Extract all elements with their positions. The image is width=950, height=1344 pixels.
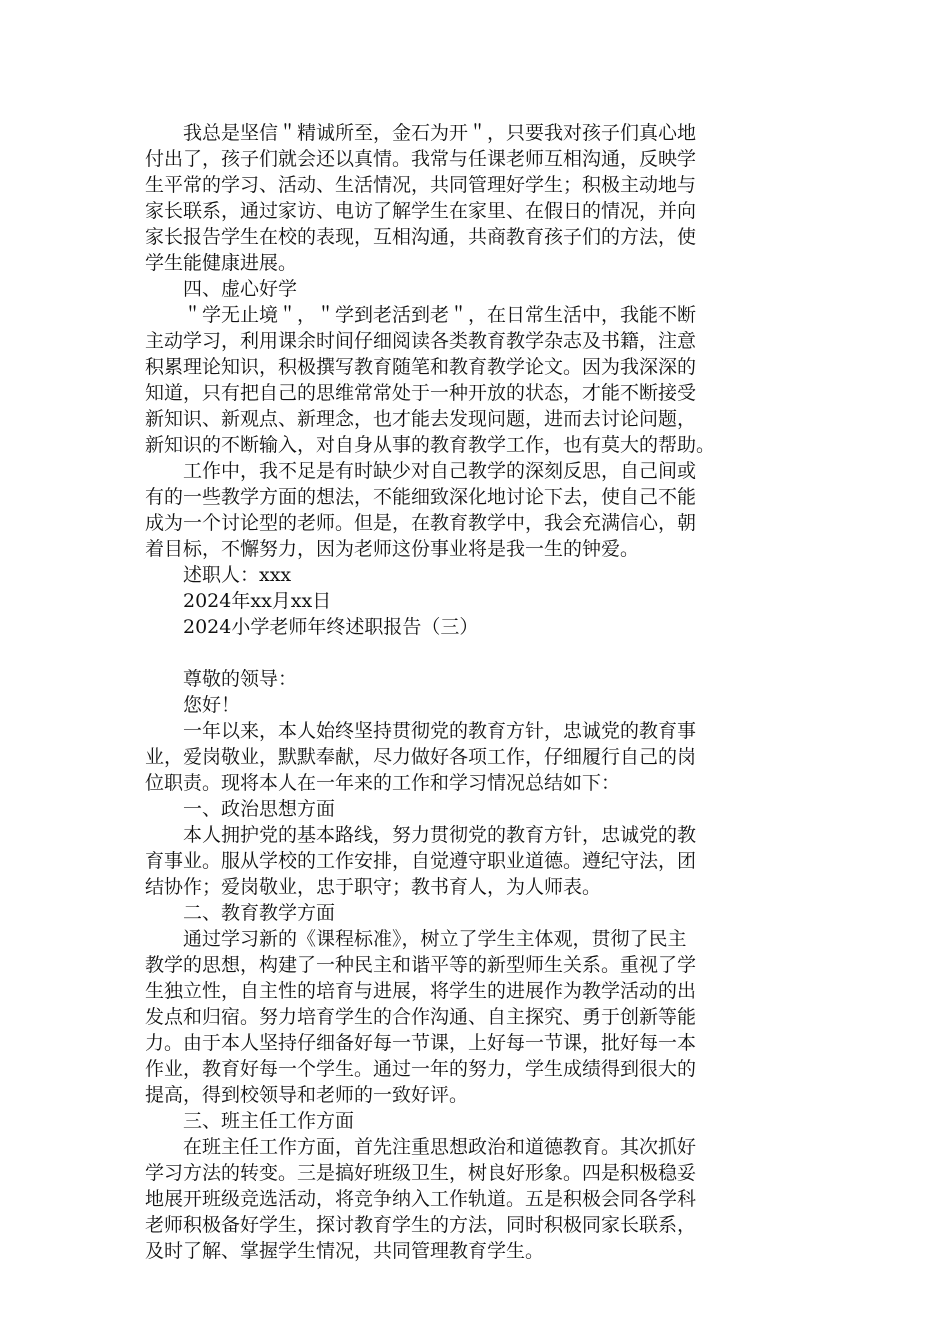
text-line: 育事业。服从学校的工作安排，自觉遵守职业道德。遵纪守法，团	[145, 850, 697, 872]
text-line: 本人拥护党的基本路线，努力贯彻党的教育方针，忠诚党的教	[145, 824, 697, 846]
text-line: 我总是坚信＂精诚所至，金石为开＂，只要我对孩子们真心地	[145, 122, 697, 144]
text-line: 在班主任工作方面，首先注重思想政治和道德教育。其次抓好	[145, 1136, 697, 1158]
text-line: 述职人：xxx	[145, 564, 292, 586]
text-line: 主动学习，利用课余时间仔细阅读各类教育教学杂志及书籍，注意	[145, 330, 697, 352]
text-line: 老师积极备好学生，探讨教育学生的方法，同时积极同家长联系，	[145, 1214, 697, 1236]
text-line: 通过学习新的《课程标准》，树立了学生主体观，贯彻了民主	[145, 928, 687, 950]
text-line: 及时了解、掌握学生情况，共同管理教育学生。	[145, 1240, 545, 1262]
text-line: 新知识的不断输入，对自身从事的教育教学工作，也有莫大的帮助。	[145, 434, 716, 456]
text-line: 付出了，孩子们就会还以真情。我常与任课老师互相沟通，反映学	[145, 148, 697, 170]
text-line: 力。由于本人坚持仔细备好每一节课，上好每一节课，批好每一本	[145, 1032, 697, 1054]
text-line: 地展开班级竞选活动，将竞争纳入工作轨道。五是积极会同各学科	[145, 1188, 697, 1210]
text-line: 三、班主任工作方面	[145, 1110, 355, 1132]
text-line: 教学的思想，构建了一种民主和谐平等的新型师生关系。重视了学	[145, 954, 697, 976]
text-line: 生平常的学习、活动、生活情况，共同管理好学生；积极主动地与	[145, 174, 697, 196]
text-line: 2024小学老师年终述职报告（三）	[145, 616, 479, 638]
text-line: 作业，教育好每一个学生。通过一年的努力，学生成绩得到很大的	[145, 1058, 697, 1080]
text-line: 您好！	[145, 694, 241, 716]
text-line: 一年以来，本人始终坚持贯彻党的教育方针，忠诚党的教育事	[145, 720, 697, 742]
text-line: 学习方法的转变。三是搞好班级卫生，树良好形象。四是积极稳妥	[145, 1162, 697, 1184]
text-line: 知道，只有把自己的思维常常处于一种开放的状态，才能不断接受	[145, 382, 697, 404]
text-line: 位职责。现将本人在一年来的工作和学习情况总结如下：	[145, 772, 621, 794]
text-line: 有的一些教学方面的想法，不能细致深化地讨论下去，使自己不能	[145, 486, 697, 508]
text-line: 学生能健康进展。	[145, 252, 298, 274]
text-line: 2024年xx月xx日	[145, 590, 332, 612]
text-line: 着目标，不懈努力，因为老师这份事业将是我一生的钟爱。	[145, 538, 640, 560]
text-line: 生独立性，自主性的培育与进展，将学生的进展作为教学活动的出	[145, 980, 697, 1002]
text-line: 家长联系，通过家访、电访了解学生在家里、在假日的情况，并向	[145, 200, 697, 222]
document-body	[145, 120, 815, 1264]
text-line: 四、虚心好学	[145, 278, 298, 300]
blank-line	[145, 640, 815, 666]
text-line: 工作中，我不足是有时缺少对自己教学的深刻反思，自己间或	[145, 460, 697, 482]
text-line: 发点和归宿。努力培育学生的合作沟通、自主探究、勇于创新等能	[145, 1006, 697, 1028]
text-line: 家长报告学生在校的表现，互相沟通，共商教育孩子们的方法，使	[145, 226, 697, 248]
text-line: 二、教育教学方面	[145, 902, 336, 924]
text-line: 新知识、新观点、新理念，也才能去发现问题，进而去讨论问题，	[145, 408, 697, 430]
text-line: 一、政治思想方面	[145, 798, 336, 820]
text-line: 积累理论知识，积极撰写教育随笔和教育教学论文。因为我深深的	[145, 356, 697, 378]
text-line: 结协作；爱岗敬业，忠于职守；教书育人，为人师表。	[145, 876, 602, 898]
text-line: ＂学无止境＂，＂学到老活到老＂，在日常生活中，我能不断	[145, 304, 697, 326]
text-line: 提高，得到校领导和老师的一致好评。	[145, 1084, 469, 1106]
text-line: 成为一个讨论型的老师。但是，在教育教学中，我会充满信心，朝	[145, 512, 697, 534]
text-line: 尊敬的领导：	[145, 668, 298, 690]
text-line: 业，爱岗敬业，默默奉献，尽力做好各项工作，仔细履行自己的岗	[145, 746, 697, 768]
